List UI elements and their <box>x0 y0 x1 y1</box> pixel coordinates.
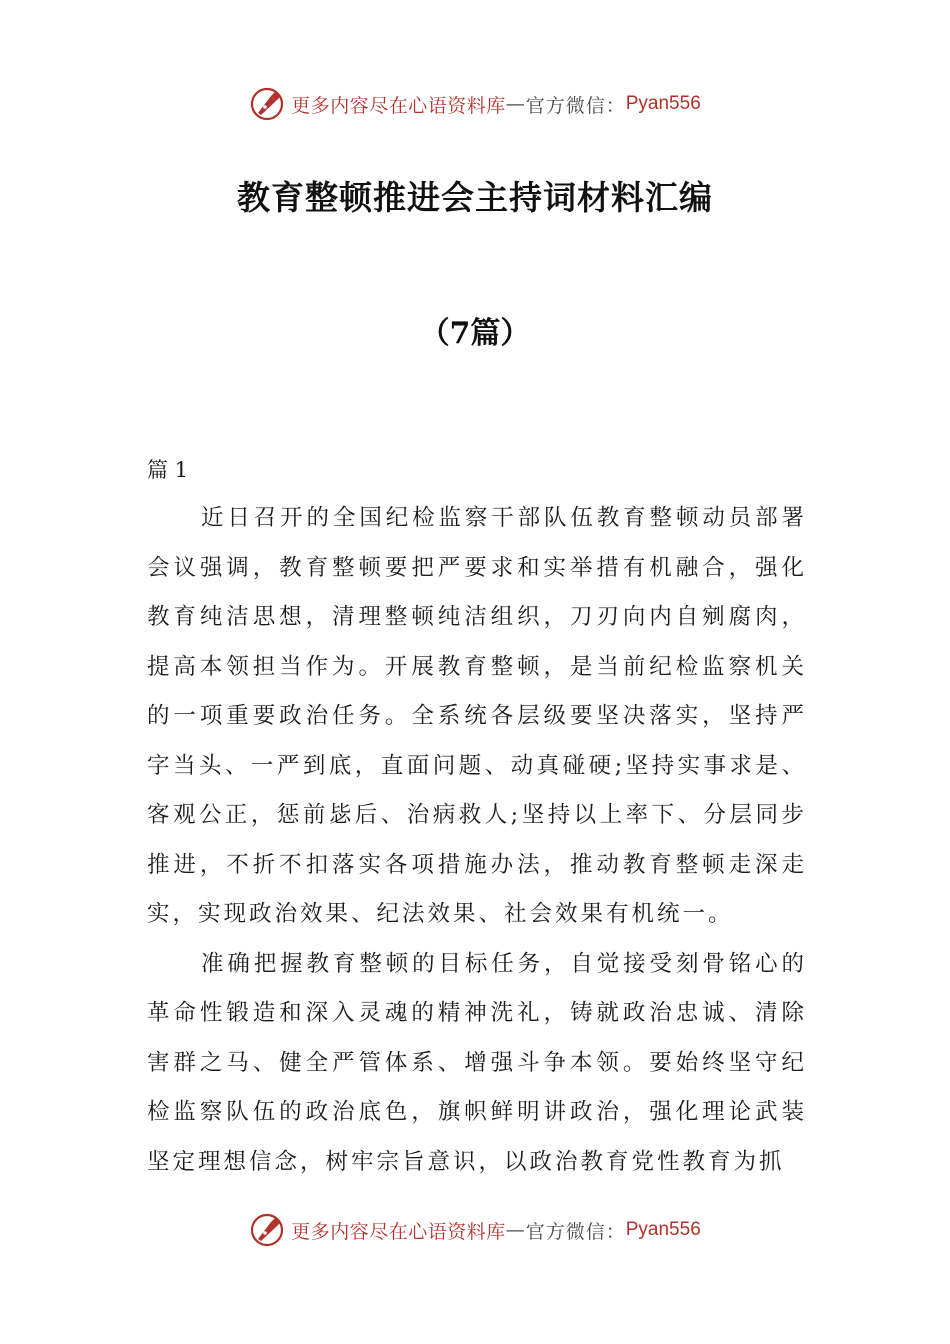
banner-wechat-id: Pyan556 <box>625 1219 701 1240</box>
section-label: 篇 1 <box>147 458 189 482</box>
header-watermark-banner <box>0 82 950 126</box>
body-paragraph: 准确把握教育整顿的目标任务，自觉接受刻骨铭心的革命性锻造和深入灵魂的精神洗礼，铸就政治忠诚、清除害群之马、健全严管体系、增强斗争本领。要始终坚守纪检监察队伍的政治底色，旗帜鲜明讲政治，强化理论武装坚定理想信念，树牢宗旨意识，以政治教育党性教育为抓 <box>147 950 807 1175</box>
banner-dash: — <box>505 1219 526 1241</box>
banner-wechat-label: 官方微信： <box>525 94 626 117</box>
document-body <box>147 494 807 1187</box>
footer-watermark-banner <box>0 1208 950 1252</box>
document-subtitle: （7篇） <box>419 316 531 351</box>
banner-wechat-label: 官方微信： <box>525 1220 626 1243</box>
pen-nib-logo-icon <box>249 1212 285 1248</box>
banner-library-text: 更多内容尽在心语资料库 <box>291 1220 506 1243</box>
banner-dash: — <box>505 93 526 115</box>
banner-wechat-id: Pyan556 <box>625 93 701 114</box>
body-paragraph: 近日召开的全国纪检监察干部队伍教育整顿动员部署会议强调，教育整顿要把严要求和实举措有机融合，强化教育纯洁思想，清理整顿纯洁组织，刀刃向内自剜腐肉，提高本领担当作为。开展教育整顿，是当前纪检监察机关的一项重要政治任务。全系统各层级要坚决落实，坚持严字当头、一严到底，直面问题、动真碰硬;坚持实事求是、客观公正，惩前毖后、治病救人;坚持以上率下、分层同步推进，不折不扣落实各项措施办法，推动教育整顿走深走实，实现政治效果、纪法效果、社会效果有机统一。 <box>147 505 807 927</box>
pen-nib-logo-icon <box>249 86 285 122</box>
document-title: 教育整顿推进会主持词材料汇编 <box>237 178 713 217</box>
banner-library-text: 更多内容尽在心语资料库 <box>291 94 506 117</box>
